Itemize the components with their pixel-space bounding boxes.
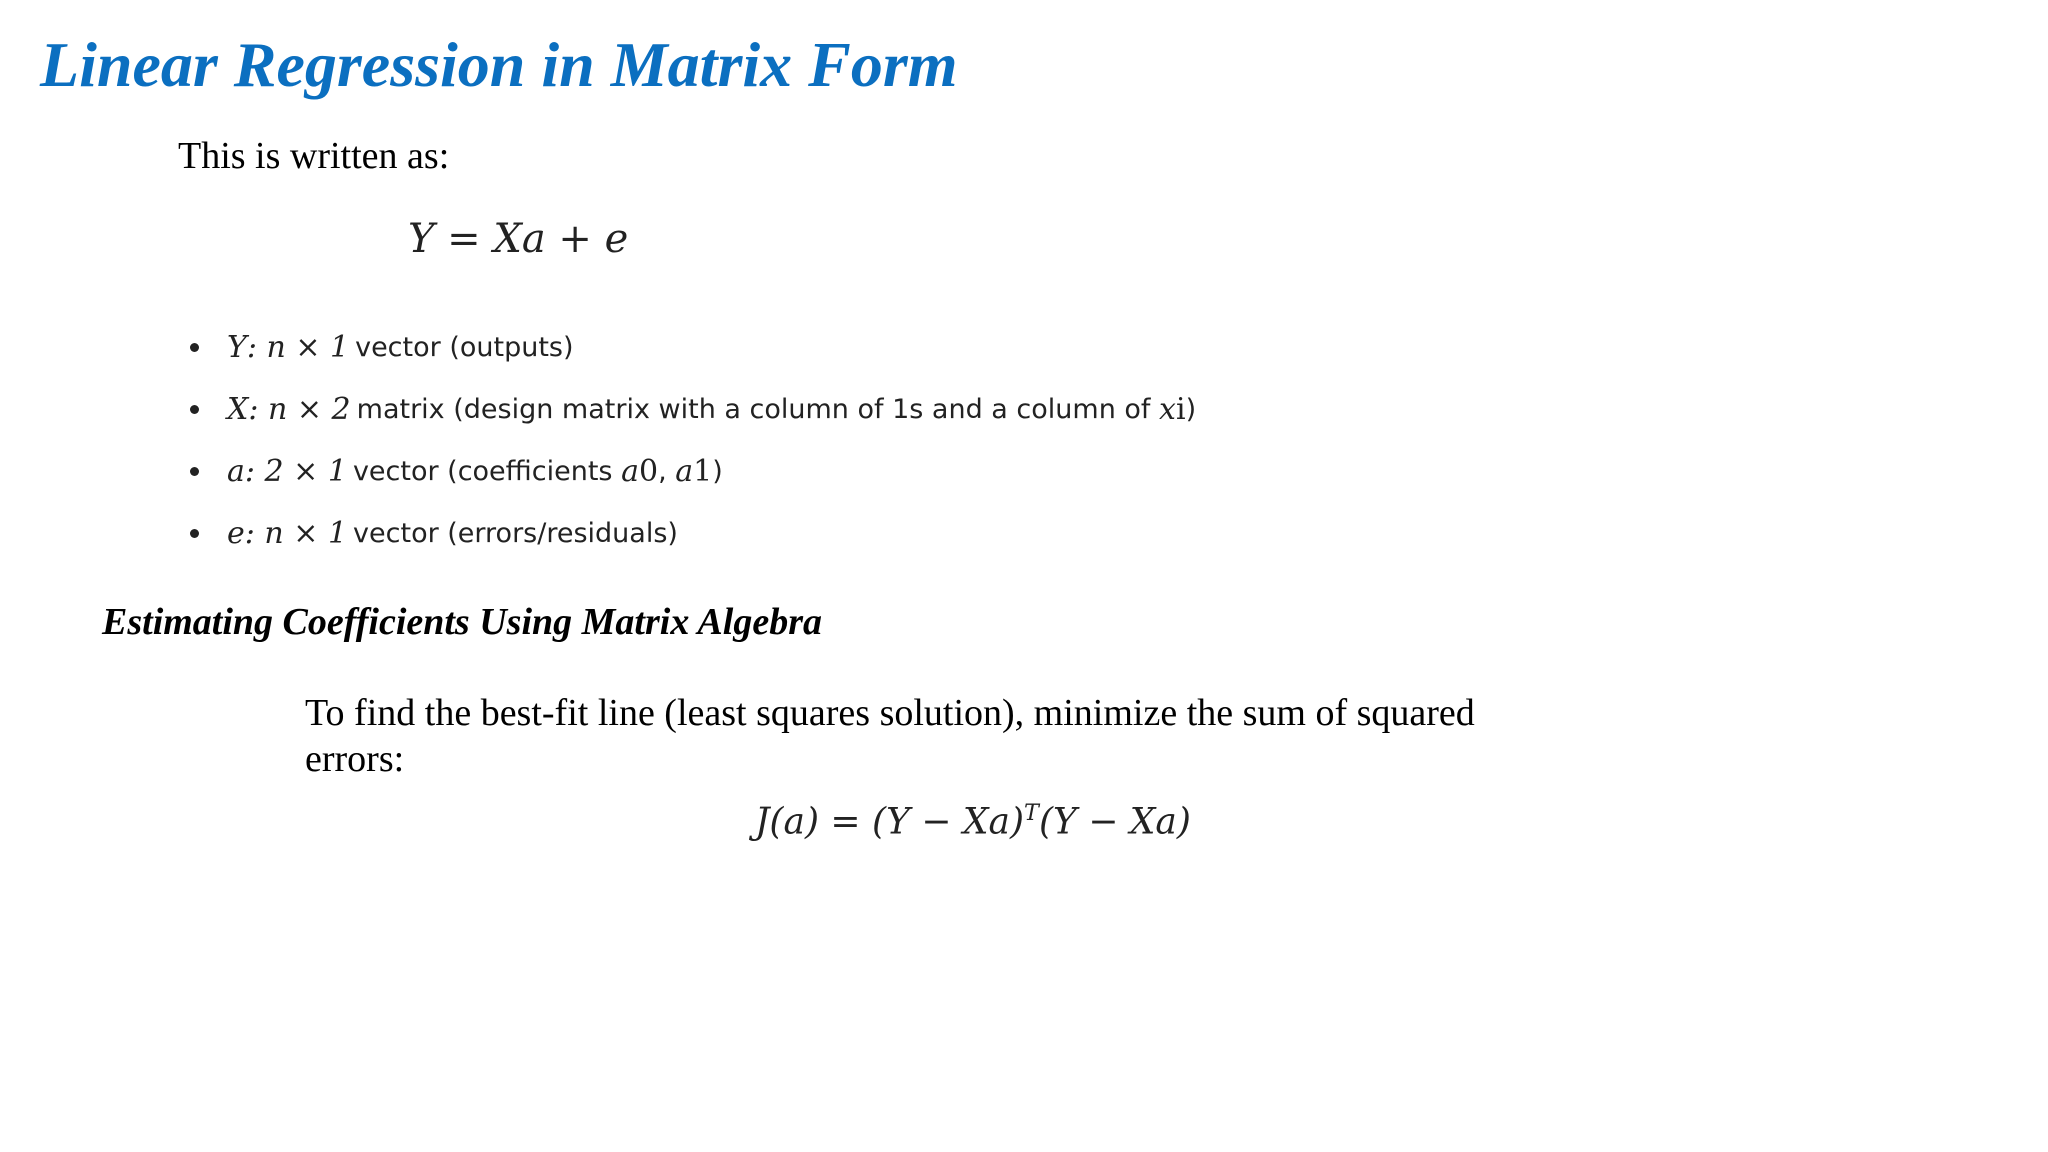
bullet-symbol: e [227,515,245,551]
bullet-dims: n × 1 [266,329,350,365]
bullet-symbol: X [227,391,249,427]
bullet-tail-sub: i [1175,391,1186,427]
bullet-dims: n × 2 [268,391,351,427]
bullet-dot [190,529,199,538]
bullet-description: vector (errors/residuals) [353,517,678,549]
bullet-tail-close: ) [1185,393,1197,425]
coef-a0-sub: 0 [638,453,659,489]
body-paragraph: To find the best-fit line (least squares solution), minimize the sum of squared errors: [305,692,1475,780]
bullet-dims: 2 × 1 [264,453,347,489]
bullet-e: e : n × 1 vector (errors/residuals) [190,502,1196,564]
bullet-symbol: Y [227,329,247,365]
equation-main: Y = Xa + e [408,216,629,262]
coef-separator: , [658,455,667,487]
equation-cost-lhs: J(a) = (Y − Xa) [755,801,1025,843]
equation-cost [755,800,1191,842]
coef-a1-sub: 1 [693,453,713,489]
bullet-tail-close: ) [712,455,723,487]
definition-list [190,316,1196,564]
bullet-symbol: a [227,453,245,489]
bullet-description: vector (outputs) [355,331,574,363]
intro-text: This is written as: [178,135,450,177]
bullet-y: Y : n × 1 vector (outputs) [190,316,1196,378]
section-heading: Estimating Coefficients Using Matrix Algebra [102,601,822,643]
equation-cost-transpose: T [1024,800,1039,826]
bullet-dot [190,467,199,476]
bullet-description: matrix (design matrix with a column of 1s and a column of [356,393,1151,425]
coef-a1: a [675,453,694,489]
bullet-dot [190,343,199,352]
slide-title: Linear Regression in Matrix Form [40,29,958,100]
bullet-dot [190,405,199,414]
equation-cost-rhs: (Y − Xa) [1038,801,1191,843]
bullet-tail-var: x [1159,391,1176,427]
bullet-dims: n × 1 [264,515,348,551]
bullet-a: a : 2 × 1 vector (coefficients a 0 , a 1 ) [190,440,1196,502]
coef-a0: a [621,453,639,489]
bullet-description: vector (coefficients [352,455,613,487]
bullet-x: X : n × 2 matrix (design matrix with a column of 1s and a column of x i ) [190,378,1196,440]
